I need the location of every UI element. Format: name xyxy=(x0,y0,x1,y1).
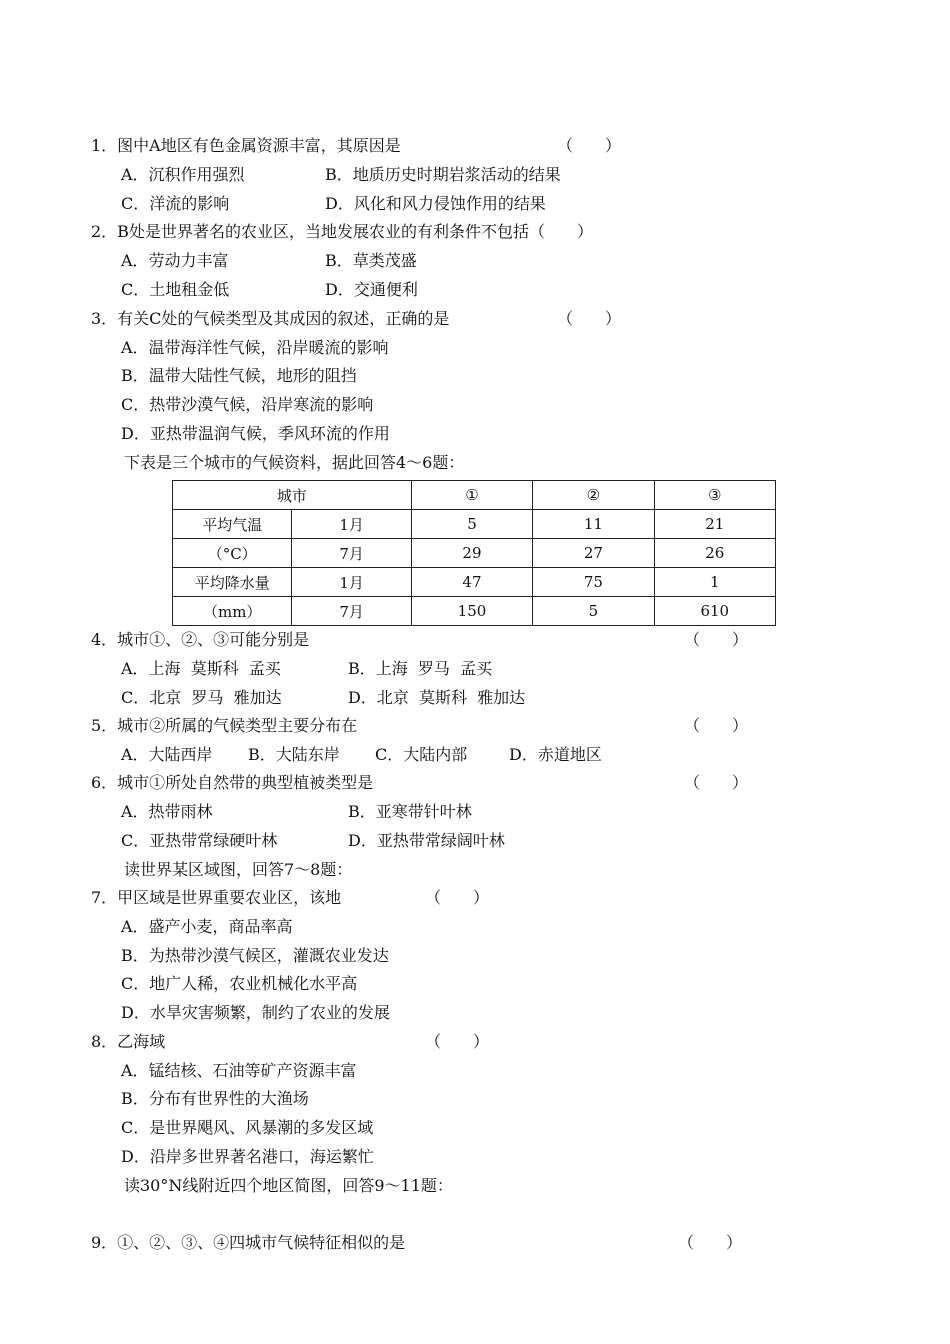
question-5-stem: 5．城市②所属的气候类型主要分布在 xyxy=(91,716,358,735)
temp-jan-2: 11 xyxy=(533,510,654,539)
precip-jan-3: 1 xyxy=(654,568,775,597)
table-row xyxy=(173,510,776,539)
q5-option-d[interactable]: D．赤道地区 xyxy=(509,745,602,764)
q2-option-c[interactable]: C．土地租金低 xyxy=(121,280,230,299)
q7-option-d[interactable]: D．水旱灾害频繁，制约了农业的发展 xyxy=(121,1003,390,1022)
question-8-stem: 8．乙海域 xyxy=(91,1032,166,1051)
q8-option-b[interactable]: B．分布有世界性的大渔场 xyxy=(121,1089,309,1108)
answer-blank-9[interactable]: （ ） xyxy=(678,1233,743,1252)
table-row xyxy=(173,597,776,626)
q6-option-d[interactable]: D．亚热带常绿阔叶林 xyxy=(348,831,505,850)
precip-jul-3: 610 xyxy=(654,597,775,626)
q2-option-a[interactable]: A．劳动力丰富 xyxy=(121,251,229,270)
table-header-row xyxy=(173,481,776,510)
question-7-stem: 7．甲区域是世界重要农业区，该地 xyxy=(91,888,342,907)
q5-option-b[interactable]: B．大陆东岸 xyxy=(248,745,340,764)
q6-option-b[interactable]: B．亚寒带针叶林 xyxy=(348,802,472,821)
q3-option-d[interactable]: D．亚热带温润气候，季风环流的作用 xyxy=(121,424,390,443)
question-2-stem: 2．B处是世界著名的农业区，当地发展农业的有利条件不包括（ ） xyxy=(91,222,593,241)
question-4-stem: 4．城市①、②、③可能分别是 xyxy=(91,630,310,649)
q4-option-c[interactable]: C．北京 罗马 雅加达 xyxy=(121,688,282,707)
precip-jan-2: 75 xyxy=(533,568,654,597)
header-city-1: ① xyxy=(411,481,532,510)
header-city: 城市 xyxy=(173,481,412,510)
q1-option-b[interactable]: B．地质历史时期岩浆活动的结果 xyxy=(325,165,561,184)
q4-option-b[interactable]: B．上海 罗马 孟买 xyxy=(348,659,493,678)
month-jul: 7月 xyxy=(292,539,411,568)
question-1-stem: 1．图中A地区有色金属资源丰富，其原因是 xyxy=(91,136,401,155)
q2-option-b[interactable]: B．草类茂盛 xyxy=(325,251,417,270)
answer-blank-3[interactable]: （ ） xyxy=(557,309,622,328)
temp-jul-1: 29 xyxy=(411,539,532,568)
answer-blank-1[interactable]: （ ） xyxy=(557,136,622,155)
precip-jul-2: 5 xyxy=(533,597,654,626)
climate-table xyxy=(172,480,776,626)
map-intro: 读世界某区域图，回答7～8题： xyxy=(124,860,353,879)
table-row xyxy=(173,539,776,568)
q4-option-d[interactable]: D．北京 莫斯科 雅加达 xyxy=(348,688,526,707)
q8-option-c[interactable]: C．是世界飓风、风暴潮的多发区域 xyxy=(121,1118,374,1137)
latitude-intro: 读30°N线附近四个地区简图，回答9～11题： xyxy=(124,1176,453,1195)
q3-option-c[interactable]: C．热带沙漠气候，沿岸寒流的影响 xyxy=(121,395,374,414)
q6-option-a[interactable]: A．热带雨林 xyxy=(121,802,213,821)
precip-label-unit: （mm） xyxy=(173,597,292,626)
table-intro: 下表是三个城市的气候资料，据此回答4～6题： xyxy=(124,453,465,472)
q1-option-c[interactable]: C．洋流的影响 xyxy=(121,194,230,213)
q7-option-c[interactable]: C．地广人稀，农业机械化水平高 xyxy=(121,974,358,993)
q5-option-a[interactable]: A．大陆西岸 xyxy=(121,745,213,764)
q8-option-d[interactable]: D．沿岸多世界著名港口，海运繁忙 xyxy=(121,1147,374,1166)
q2-option-d[interactable]: D．交通便利 xyxy=(325,280,418,299)
question-9-stem: 9．①、②、③、④四城市气候特征相似的是 xyxy=(91,1233,406,1252)
temp-jul-2: 27 xyxy=(533,539,654,568)
month-jan: 1月 xyxy=(292,510,411,539)
temp-label-unit: （°C） xyxy=(173,539,292,568)
answer-blank-7[interactable]: （ ） xyxy=(425,888,490,907)
answer-blank-5[interactable]: （ ） xyxy=(684,716,749,735)
temp-jul-3: 26 xyxy=(654,539,775,568)
answer-blank-6[interactable]: （ ） xyxy=(684,773,749,792)
temp-jan-3: 21 xyxy=(654,510,775,539)
answer-blank-8[interactable]: （ ） xyxy=(425,1032,490,1051)
header-city-2: ② xyxy=(533,481,654,510)
q8-option-a[interactable]: A．锰结核、石油等矿产资源丰富 xyxy=(121,1061,357,1080)
q1-option-d[interactable]: D．风化和风力侵蚀作用的结果 xyxy=(325,194,546,213)
temp-label-top: 平均气温 xyxy=(173,510,292,539)
temp-jan-1: 5 xyxy=(411,510,532,539)
question-3-stem: 3．有关C处的气候类型及其成因的叙述，正确的是 xyxy=(91,309,450,328)
question-6-stem: 6．城市①所处自然带的典型植被类型是 xyxy=(91,773,374,792)
header-city-3: ③ xyxy=(654,481,775,510)
month-jul: 7月 xyxy=(292,597,411,626)
q3-option-b[interactable]: B．温带大陆性气候，地形的阻挡 xyxy=(121,366,357,385)
precip-label-top: 平均降水量 xyxy=(173,568,292,597)
precip-jan-1: 47 xyxy=(411,568,532,597)
answer-blank-4[interactable]: （ ） xyxy=(684,630,749,649)
q1-option-a[interactable]: A．沉积作用强烈 xyxy=(121,165,245,184)
precip-jul-1: 150 xyxy=(411,597,532,626)
q5-option-c[interactable]: C．大陆内部 xyxy=(375,745,468,764)
table-row xyxy=(173,568,776,597)
month-jan: 1月 xyxy=(292,568,411,597)
q4-option-a[interactable]: A．上海 莫斯科 孟买 xyxy=(121,659,281,678)
q6-option-c[interactable]: C．亚热带常绿硬叶林 xyxy=(121,831,278,850)
q7-option-a[interactable]: A．盛产小麦，商品率高 xyxy=(121,917,293,936)
q3-option-a[interactable]: A．温带海洋性气候，沿岸暖流的影响 xyxy=(121,338,389,357)
q7-option-b[interactable]: B．为热带沙漠气候区，灌溉农业发达 xyxy=(121,946,389,965)
